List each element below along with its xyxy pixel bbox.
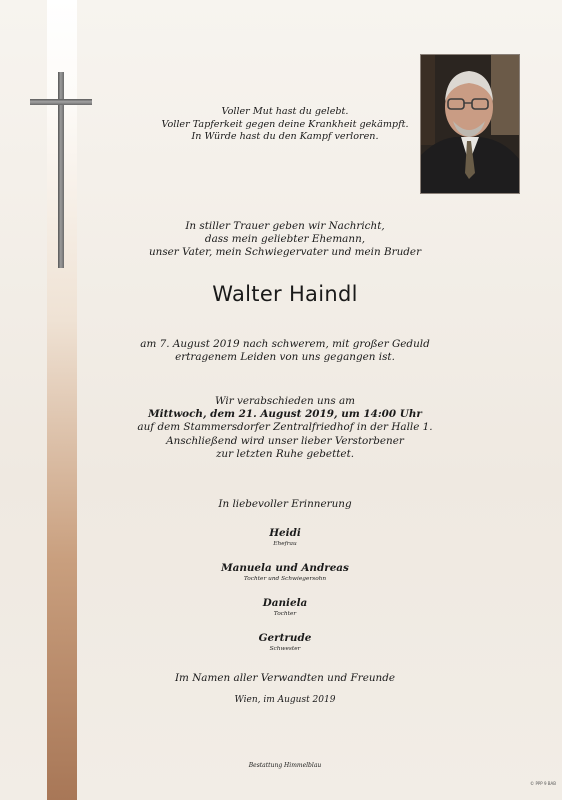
death-line: am 7. August 2019 nach schwerem, mit großer Geduld (140, 338, 430, 350)
family-member-relation: Ehefrau (273, 541, 297, 547)
family-member-name: Manuela und Andreas (221, 562, 349, 574)
service-line: Anschließend wird unser lieber Verstorbener (166, 434, 404, 447)
family-member-relation: Tochter (273, 611, 297, 617)
service-line: zur letzten Ruhe gebettet. (215, 447, 355, 460)
family-member-relation: Schwester (269, 646, 301, 652)
place-date: Wien, im August 2019 (234, 695, 336, 705)
quote-line: In Würde hast du den Kampf verloren. (191, 131, 379, 143)
notice-line: unser Vater, mein Schwiegervater und mein Bruder (148, 246, 422, 259)
memory-heading: In liebevoller Erinnerung (218, 498, 352, 510)
quote-line: Voller Tapferkeit gegen deine Krankheit gekämpft. (161, 118, 409, 130)
cross-icon (30, 72, 92, 268)
undertaker-name: Bestattung Himmelblau (248, 762, 322, 769)
service-date: Mittwoch, dem 21. August 2019, um 14:00 Uhr (148, 408, 422, 421)
funeral-service-details (100, 395, 470, 461)
notice-line: dass mein geliebter Ehemann, (204, 233, 366, 246)
service-line: Wir verabschieden uns am (214, 395, 356, 407)
death-statement (100, 338, 470, 364)
death-line: ertragenem Leiden von uns gegangen ist. (175, 351, 395, 364)
closing-line: Im Namen aller Verwandten und Freunde (174, 672, 396, 684)
brand-mark: © PPP 9 BAB (530, 781, 556, 786)
family-member (100, 527, 470, 548)
notice-line: In stiller Trauer geben wir Nachricht, (185, 220, 385, 232)
quote-line: Voller Mut hast du gelebt. (221, 106, 349, 117)
family-member-name: Daniela (262, 597, 308, 609)
family-member (100, 597, 470, 618)
family-member (100, 632, 470, 653)
family-member-name: Heidi (269, 527, 301, 539)
family-member (100, 562, 470, 583)
memorial-quote (150, 106, 420, 144)
death-notice-intro (100, 220, 470, 260)
portrait-photo (420, 54, 520, 194)
family-member-relation: Tochter und Schwiegersohn (243, 576, 327, 582)
deceased-name: Walter Haindl (212, 282, 358, 306)
service-line: auf dem Stammersdorfer Zentralfriedhof in der Halle 1. (137, 421, 433, 434)
family-member-name: Gertrude (258, 632, 312, 644)
